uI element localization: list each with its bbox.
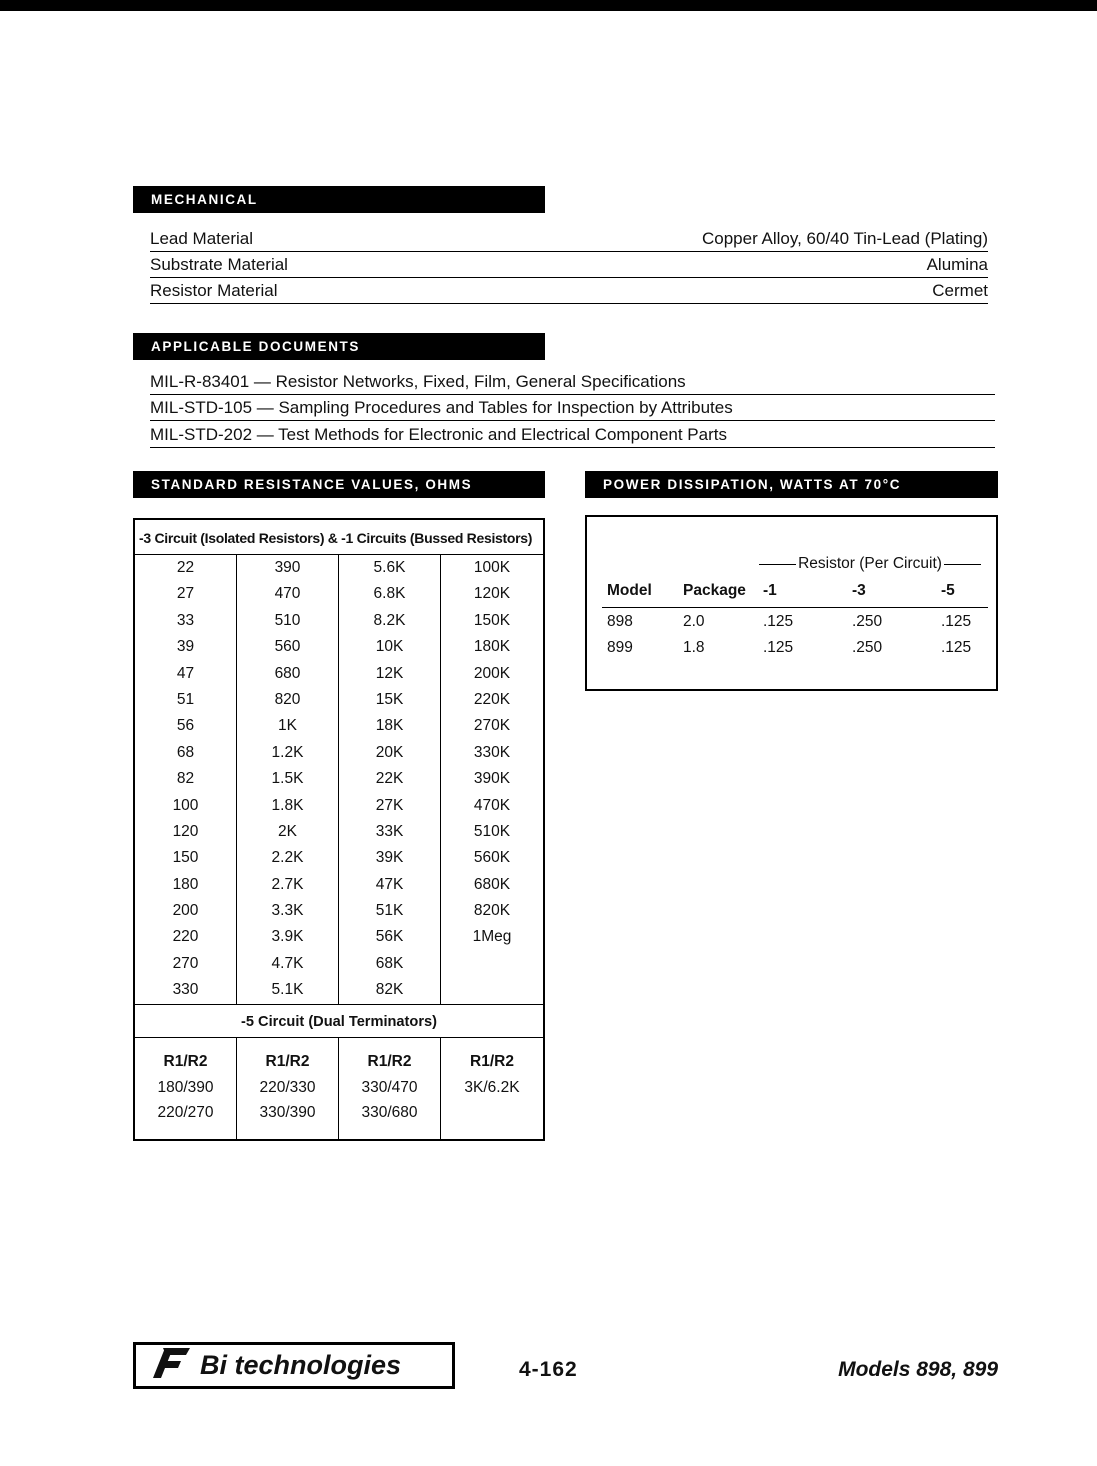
resistance-value: 1.2K bbox=[237, 740, 339, 766]
document-item: MIL-STD-105 — Sampling Procedures and Tables for Inspection by Attributes bbox=[150, 395, 995, 422]
power-value: 898 bbox=[607, 613, 633, 630]
filler-cell bbox=[441, 1125, 543, 1139]
resistance-value bbox=[441, 951, 543, 977]
resistance-value: 82K bbox=[339, 977, 441, 1003]
brand-logo-box bbox=[133, 1342, 455, 1389]
resistance-values-table bbox=[133, 518, 545, 1141]
applicable-documents-list bbox=[150, 368, 995, 448]
resistance-value: 180K bbox=[473, 638, 511, 656]
spec-value: Copper Alloy, 60/40 Tin-Lead (Plating) bbox=[701, 229, 988, 248]
spec-row bbox=[150, 252, 988, 278]
spec-row bbox=[150, 226, 988, 252]
resistance-value: 2K bbox=[237, 819, 339, 845]
applicable-documents-section-header bbox=[133, 333, 545, 360]
document-item: MIL-R-83401 — Resistor Networks, Fixed, Film, General Specifications bbox=[150, 368, 995, 395]
resistance-value: 51 bbox=[135, 687, 237, 713]
power-column-header: -5 bbox=[936, 577, 988, 608]
spec-label: Lead Material bbox=[150, 229, 254, 248]
resistance-value: 8.2K bbox=[339, 608, 441, 634]
resistance-value: 150 bbox=[135, 845, 237, 871]
resistance-value: 820 bbox=[237, 687, 339, 713]
page-number: 4-162 bbox=[519, 1358, 578, 1381]
spec-label: Resistor Material bbox=[150, 281, 278, 300]
resistance-value: 33K bbox=[339, 819, 441, 845]
resistance-value: 2.7K bbox=[237, 872, 339, 898]
resistance-value: 100K bbox=[473, 559, 511, 576]
resistance-value: 2.2K bbox=[237, 845, 339, 871]
resistance-value: 47K bbox=[339, 872, 441, 898]
resistance-value: 120 bbox=[135, 819, 237, 845]
resistance-value: 150K bbox=[473, 611, 511, 629]
resistance-value: 120K bbox=[473, 585, 511, 603]
r1r2-value: 220/330 bbox=[237, 1075, 339, 1100]
r1r2-value: 3K/6.2K bbox=[464, 1078, 520, 1096]
resistance-value: 220 bbox=[135, 924, 237, 950]
r1r2-value: 330/470 bbox=[339, 1075, 441, 1100]
power-column-header: Model bbox=[602, 577, 678, 608]
resistance-value: 33 bbox=[135, 608, 237, 634]
resistance-value: 5.6K bbox=[339, 555, 441, 581]
power-dissipation-grid bbox=[602, 577, 988, 660]
resistance-value: 470 bbox=[237, 581, 339, 607]
resistance-value: 470K bbox=[473, 796, 511, 814]
resistance-value: 680K bbox=[473, 875, 511, 893]
power-column-header: -3 bbox=[847, 577, 936, 608]
resistance-value: 330 bbox=[135, 977, 237, 1003]
resistance-value: 22 bbox=[135, 555, 237, 581]
resistance-value: 4.7K bbox=[237, 951, 339, 977]
resistance-value: 270K bbox=[473, 717, 511, 735]
resistance-value: 510 bbox=[237, 608, 339, 634]
applicable-documents-title: APPLICABLE DOCUMENTS bbox=[151, 339, 361, 354]
resistance-value: 22K bbox=[339, 766, 441, 792]
power-value: 2.0 bbox=[683, 613, 705, 630]
resistance-value: 47 bbox=[135, 661, 237, 687]
resistance-value bbox=[441, 977, 543, 1003]
power-dissipation-section-header bbox=[585, 471, 998, 498]
power-column-header: Package bbox=[678, 577, 758, 608]
resistance-value: 39 bbox=[135, 634, 237, 660]
resistance-table-header: -3 Circuit (Isolated Resistors) & -1 Circuits (Bussed Resistors) bbox=[135, 520, 543, 555]
resistance-value: 820K bbox=[473, 902, 511, 920]
resistance-value: 510K bbox=[473, 822, 511, 840]
resistance-value: 390K bbox=[473, 770, 511, 788]
resistance-value: 20K bbox=[339, 740, 441, 766]
spec-value: Cermet bbox=[932, 281, 988, 300]
r1r2-column-header: R1/R2 bbox=[470, 1052, 514, 1070]
spec-value: Alumina bbox=[926, 255, 988, 274]
resistance-value: 56 bbox=[135, 713, 237, 739]
power-column-header: -1 bbox=[758, 577, 847, 608]
resistance-value: 330K bbox=[473, 743, 511, 761]
mechanical-section-title: MECHANICAL bbox=[151, 192, 258, 207]
resistance-values-grid bbox=[135, 555, 543, 1004]
resistance-value: 10K bbox=[339, 634, 441, 660]
resistance-value: 39K bbox=[339, 845, 441, 871]
resistance-value: 3.3K bbox=[237, 898, 339, 924]
spec-label: Substrate Material bbox=[150, 255, 288, 274]
resistance-value: 27K bbox=[339, 793, 441, 819]
bi-logo-icon bbox=[148, 1346, 190, 1385]
resistance-value: 56K bbox=[339, 924, 441, 950]
power-value: .125 bbox=[941, 613, 972, 630]
power-value: 1.8 bbox=[683, 639, 705, 656]
resistance-value: 12K bbox=[339, 661, 441, 687]
r1r2-value bbox=[441, 1100, 543, 1125]
models-label: Models 898, 899 bbox=[838, 1358, 998, 1381]
resistance-values-title: STANDARD RESISTANCE VALUES, OHMS bbox=[151, 477, 473, 492]
resistance-value: 15K bbox=[339, 687, 441, 713]
resistance-value: 180 bbox=[135, 872, 237, 898]
resistance-value: 390 bbox=[237, 555, 339, 581]
resistance-value: 1.8K bbox=[237, 793, 339, 819]
resistance-value: 560 bbox=[237, 634, 339, 660]
power-value: 899 bbox=[607, 639, 633, 656]
resistance-values-section-header bbox=[133, 471, 545, 498]
dual-terminators-grid bbox=[135, 1038, 543, 1139]
resistance-value: 1Meg bbox=[472, 928, 512, 946]
resistance-value: 27 bbox=[135, 581, 237, 607]
r1r2-value: 220/270 bbox=[135, 1100, 237, 1125]
power-value: .125 bbox=[763, 639, 794, 656]
resistance-value: 3.9K bbox=[237, 924, 339, 950]
resistance-value: 100 bbox=[135, 793, 237, 819]
resistor-per-circuit-label: Resistor (Per Circuit) bbox=[798, 555, 942, 572]
resistance-value: 270 bbox=[135, 951, 237, 977]
resistance-value: 1.5K bbox=[237, 766, 339, 792]
r1r2-value: 330/680 bbox=[339, 1100, 441, 1125]
document-item: MIL-STD-202 — Test Methods for Electronic and Electrical Component Parts bbox=[150, 421, 995, 448]
resistance-value: 220K bbox=[473, 690, 511, 708]
resistance-value: 200K bbox=[473, 664, 511, 682]
filler-cell bbox=[339, 1125, 441, 1139]
r1r2-column-header: R1/R2 bbox=[135, 1038, 237, 1075]
mechanical-section-header bbox=[133, 186, 545, 213]
resistance-value: 18K bbox=[339, 713, 441, 739]
r1r2-column-header: R1/R2 bbox=[339, 1038, 441, 1075]
spec-row bbox=[150, 278, 988, 304]
power-value: .250 bbox=[852, 613, 883, 630]
filler-cell bbox=[135, 1125, 237, 1139]
resistance-value: 82 bbox=[135, 766, 237, 792]
resistance-value: 51K bbox=[339, 898, 441, 924]
filler-cell bbox=[237, 1125, 339, 1139]
dual-terminators-header: -5 Circuit (Dual Terminators) bbox=[135, 1004, 543, 1038]
power-value: .250 bbox=[852, 639, 883, 656]
power-dissipation-title: POWER DISSIPATION, WATTS AT 70°C bbox=[603, 477, 902, 492]
power-dissipation-table bbox=[585, 515, 998, 691]
resistance-value: 560K bbox=[473, 849, 511, 867]
resistance-value: 68 bbox=[135, 740, 237, 766]
resistance-value: 200 bbox=[135, 898, 237, 924]
r1r2-column-header: R1/R2 bbox=[237, 1038, 339, 1075]
r1r2-value: 330/390 bbox=[237, 1100, 339, 1125]
mechanical-table bbox=[150, 226, 988, 304]
power-value: .125 bbox=[763, 613, 794, 630]
resistance-value: 680 bbox=[237, 661, 339, 687]
resistor-per-circuit-header bbox=[757, 555, 983, 573]
resistance-value: 5.1K bbox=[237, 977, 339, 1003]
resistance-value: 6.8K bbox=[339, 581, 441, 607]
resistance-value: 68K bbox=[339, 951, 441, 977]
r1r2-value: 180/390 bbox=[135, 1075, 237, 1100]
power-value: .125 bbox=[941, 639, 972, 656]
brand-name: Bi technologies bbox=[200, 1350, 402, 1380]
resistance-value: 1K bbox=[237, 713, 339, 739]
top-rule bbox=[0, 0, 1097, 11]
